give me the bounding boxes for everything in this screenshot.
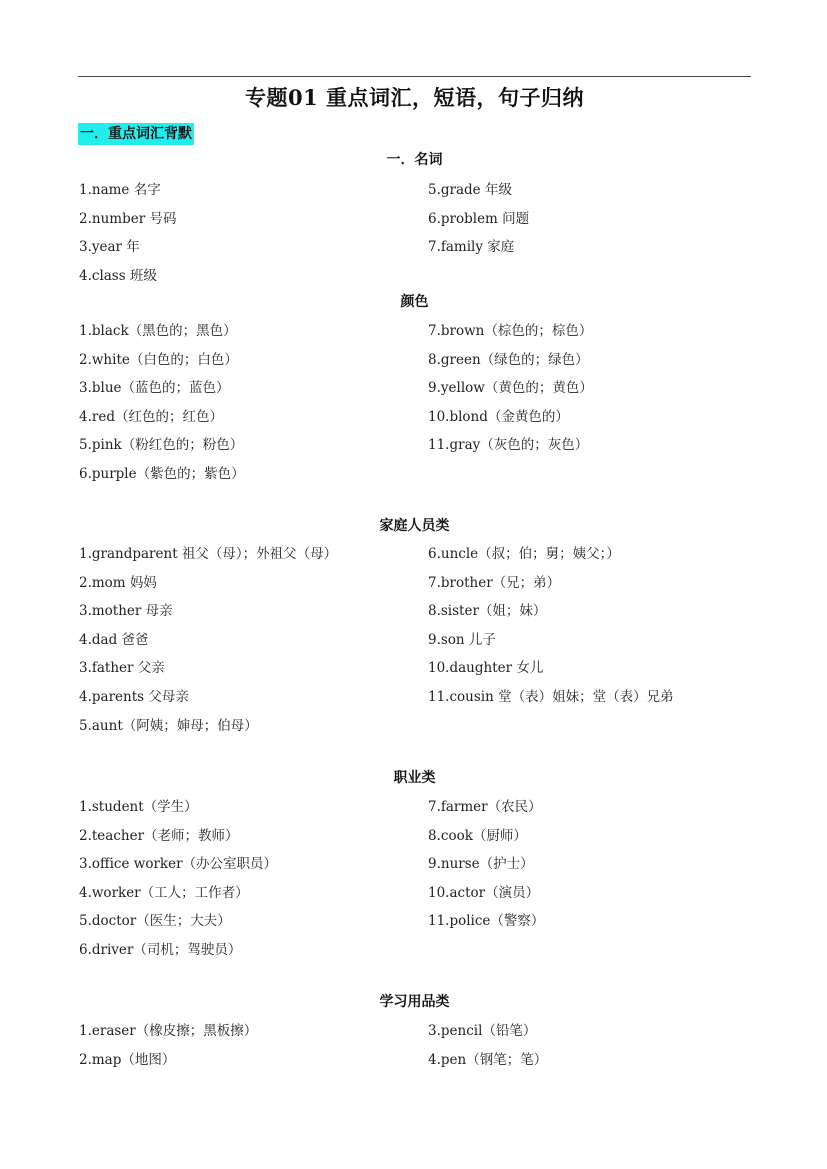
list-item: 4.class 班级 (79, 267, 157, 284)
list-item: 1.student（学生） (79, 799, 198, 815)
list-item: 7.family 家庭 (428, 239, 515, 256)
list-item: 3.mother 母亲 (79, 603, 173, 620)
list-item: 11.police（警察） (428, 913, 545, 930)
colors-right-list (428, 322, 593, 465)
group-heading-occupations: 职业类 (393, 770, 436, 786)
group-heading-nouns: 一．名词 (386, 152, 443, 168)
colors-left-list (79, 322, 245, 494)
list-item: 2.teacher（老师；教师） (79, 827, 239, 844)
list-item: 5.aunt（阿姨；婶母；伯母） (79, 717, 258, 734)
document-title: 专题01 重点词汇，短语，句子归纳 (244, 85, 585, 110)
list-item: 3.father 父亲 (79, 660, 165, 677)
supplies-left-list (79, 1022, 257, 1079)
list-item: 10.actor（演员） (428, 884, 540, 901)
group-heading-family: 家庭人员类 (379, 518, 450, 534)
supplies-right-list (428, 1022, 547, 1079)
list-item: 4.worker（工人；工作者） (79, 884, 249, 901)
list-item: 7.brother（兄；弟） (428, 574, 561, 591)
list-item: 4.parents 父母亲 (79, 688, 189, 705)
list-item: 8.sister（姐；妹） (428, 603, 547, 620)
list-item: 4.pen（钢笔；笔） (428, 1051, 548, 1068)
list-item: 1.black（黑色的；黑色） (79, 323, 237, 339)
list-item: 5.doctor（医生；大夫） (79, 913, 231, 930)
list-item: 10.blond（金黄色的） (428, 408, 569, 425)
list-item: 4.dad 爸爸 (79, 631, 149, 648)
list-item: 2.map（地图） (79, 1051, 176, 1068)
list-item: 9.son 儿子 (428, 631, 496, 648)
nouns-left-list (79, 181, 176, 295)
list-item: 2.number 号码 (79, 210, 177, 227)
nouns-right-list (428, 181, 529, 267)
list-item: 8.cook（厨师） (428, 827, 527, 844)
list-item: 3.office worker（办公室职员） (79, 856, 278, 873)
list-item: 7.farmer（农民） (428, 799, 542, 815)
header-rule (78, 76, 751, 77)
list-item: 1.name 名字 (79, 182, 161, 198)
list-item: 6.problem 问题 (428, 210, 530, 227)
section-label: 一．重点词汇背默 (78, 123, 194, 145)
occupations-left-list (79, 798, 277, 970)
list-item: 5.pink（粉红色的；粉色） (79, 437, 244, 454)
list-item: 1.eraser（橡皮擦；黑板擦） (79, 1023, 258, 1039)
family-right-list (428, 545, 674, 717)
list-item: 2.mom 妈妈 (79, 574, 157, 591)
list-item: 11.gray（灰色的；灰色） (428, 437, 589, 454)
list-item: 6.purple（紫色的；紫色） (79, 465, 245, 482)
occupations-right-list (428, 798, 544, 941)
list-item: 10.daughter 女儿 (428, 660, 544, 677)
list-item: 9.yellow（黄色的；黄色） (428, 380, 593, 397)
family-left-list (79, 545, 337, 745)
list-item: 2.white（白色的；白色） (79, 351, 238, 368)
list-item: 5.grade 年级 (428, 182, 512, 198)
list-item: 9.nurse（护士） (428, 856, 534, 873)
list-item: 6.driver（司机；驾驶员） (79, 941, 242, 958)
group-heading-colors: 颜色 (400, 294, 429, 310)
group-heading-school-supplies: 学习用品类 (379, 994, 450, 1010)
list-item: 8.green（绿色的；绿色） (428, 351, 589, 368)
list-item: 3.pencil（铅笔） (428, 1023, 537, 1039)
list-item: 3.year 年 (79, 239, 140, 256)
list-item: 6.uncle（叔；伯；舅；姨父；） (428, 546, 620, 562)
list-item: 11.cousin 堂（表）姐妹；堂（表）兄弟 (428, 688, 674, 705)
list-item: 3.blue（蓝色的；蓝色） (79, 380, 230, 397)
list-item: 1.grandparent 祖父（母）；外祖父（母） (79, 546, 338, 562)
list-item: 7.brown（棕色的；棕色） (428, 323, 593, 339)
list-item: 4.red（红色的；红色） (79, 408, 223, 425)
